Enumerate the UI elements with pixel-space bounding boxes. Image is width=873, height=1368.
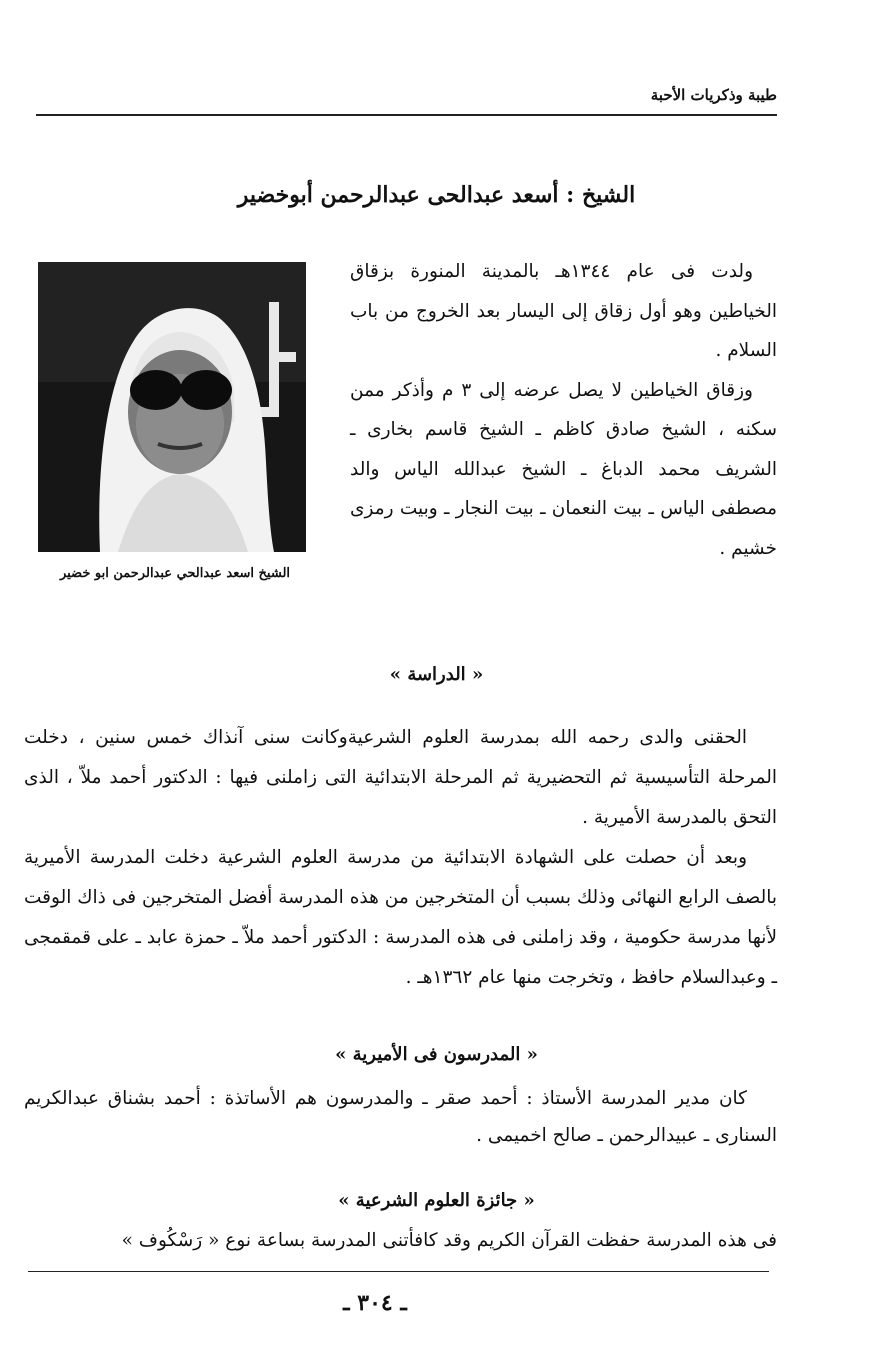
page-number: ـ ٣٠٤ ـ <box>343 1290 407 1316</box>
intro-text <box>350 252 777 568</box>
page-title: الشيخ : أسعد عبدالحى عبدالرحمن أبوخضير <box>237 182 636 208</box>
portrait-illustration <box>38 262 306 552</box>
award-paragraph: فى هذه المدرسة حفظت القرآن الكريم وقد كافأتنى المدرسة بساعة نوع « رَسْكُوف » <box>121 1230 777 1251</box>
study-paragraph-2: وبعد أن حصلت على الشهادة الابتدائية من مدرسة العلوم الشرعية دخلت المدرسة الأميرية بالصف الرابع النهائى وذلك بسبب أن المتخرجين من هذه المدرسة أفضل المتخرجين فى ذاك الوقت لأنها مدرسة حكومية ، وقد زاملنى فى هذه المدرسة : الدكتور أحمد ملاّ ـ حمزة عابد ـ على قمقمجى ـ وعبدالسلام حافظ ، وتخرجت منها عام ١٣٦٢هـ . <box>24 847 777 988</box>
study-paragraph-1: الحقنى والدى رحمه الله بمدرسة العلوم الشرعيةوكانت سنى آنذاك خمس سنين ، دخلت المرحلة التأسيسية ثم التحضيرية ثم المرحلة الابتدائية التى زاملنى فيها : الدكتور أحمد ملاّ ، الذى التحق بالمدرسة الأميرية . <box>24 727 777 828</box>
award-section <box>24 1223 777 1259</box>
study-section <box>24 718 777 998</box>
portrait-photo <box>38 262 306 552</box>
intro-paragraph-1: ولدت فى عام ١٣٤٤هـ بالمدينة المنورة بزقاق الخياطين وهو أول زقاق إلى اليسار بعد الخروج من باب السلام . <box>350 261 777 361</box>
intro-paragraph-2: وزقاق الخياطين لا يصل عرضه إلى ٣ م وأذكر ممن سكنه ، الشيخ صادق كاظم ـ الشيخ قاسم بخارى ـ الشريف محمد الدباغ ـ الشيخ عبدالله الياس والد مصطفى الياس ـ بيت النعمان ـ بيت النجار ـ وبيت رمزى خشيم . <box>350 379 777 559</box>
section-heading-teachers: « المدرسون فى الأميرية » <box>335 1044 538 1065</box>
teachers-section <box>24 1080 777 1154</box>
photo-caption: الشيخ اسعد عبدالحي عبدالرحمن ابو خضير <box>59 566 291 581</box>
teachers-paragraph: كان مدير المدرسة الأستاذ : أحمد صقر ـ والمدرسون هم الأساتذة : أحمد بشناق عبدالكريم السنارى ـ عبيدالرحمن ـ صالح اخميمى . <box>24 1088 777 1146</box>
footer-divider <box>28 1271 769 1272</box>
section-heading-award: « جائزة العلوم الشرعية » <box>338 1190 535 1211</box>
header-divider <box>36 114 777 116</box>
section-heading-study: « الدراسة » <box>389 664 484 685</box>
running-header: طيبة وذكريات الأحبة <box>650 86 777 104</box>
